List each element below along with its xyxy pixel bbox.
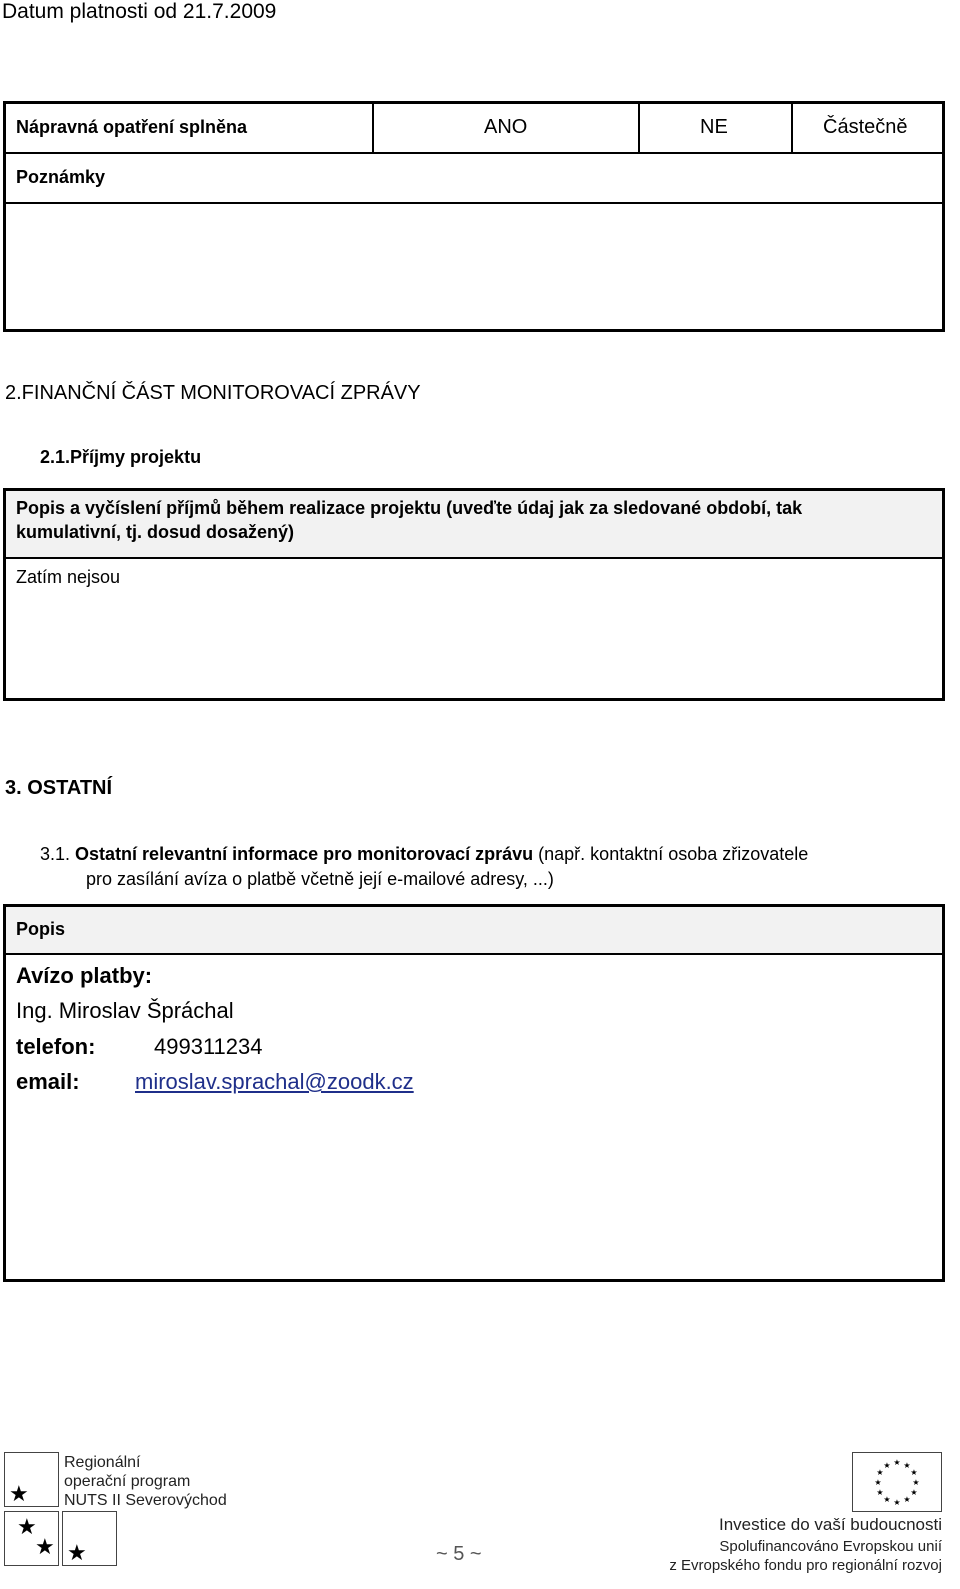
rop-logo-box-bottom-left [4, 1511, 59, 1566]
svg-text:★: ★ [883, 1495, 891, 1504]
section3-title: 3. OSTATNÍ [5, 777, 113, 799]
income-box-header-line2: kumulativní, tj. dosud dosažený) [16, 522, 295, 542]
section3-subtitle-bold: Ostatní relevantní informace pro monitorovací zprávu [75, 844, 534, 864]
section3-subtitle-rest: (např. kontaktní osoba zřizovatele [533, 844, 809, 864]
svg-text:★: ★ [912, 1478, 920, 1487]
rop-logo-box-bottom-right [62, 1511, 117, 1566]
page-header-date: Datum platnosti od 21.7.2009 [2, 0, 277, 23]
option-ne[interactable]: NE [700, 116, 728, 138]
svg-text:★: ★ [893, 1458, 901, 1467]
option-castecne[interactable]: Částečně [823, 116, 908, 138]
section2-subtitle: 2.1.Příjmy projektu [40, 447, 202, 467]
star-icon: ★ [35, 1534, 55, 1559]
remedy-col-divider-1 [372, 101, 374, 153]
section3-subtitle-line2: pro zasílání avíza o platbě včetně její e-mailové adresy, ...) [86, 869, 554, 889]
star-icon: ★ [67, 1540, 87, 1565]
rop-logo-box-top [4, 1452, 59, 1507]
svg-text:★: ★ [910, 1488, 918, 1497]
email-link[interactable]: miroslav.sprachal@zoodk.cz [135, 1069, 414, 1094]
income-box-value[interactable]: Zatím nejsou [16, 567, 121, 587]
notes-row-divider [3, 202, 945, 204]
income-box-divider [3, 557, 945, 559]
email-label: email: [16, 1069, 80, 1094]
rop-logo-text-1: Regionální [64, 1454, 141, 1471]
remedy-label: Nápravná opatření splněna [16, 117, 248, 137]
phone-label: telefon: [16, 1034, 96, 1059]
star-icon: ★ [17, 1514, 37, 1539]
remedy-row-divider [3, 152, 945, 154]
eu-stars-icon [853, 1453, 941, 1511]
svg-text:★: ★ [903, 1495, 911, 1504]
other-info-divider [3, 953, 945, 955]
footer-right-line2: Spolufinancováno Evropskou unií [719, 1538, 942, 1555]
option-ano[interactable]: ANO [484, 116, 528, 138]
income-box-header-line1: Popis a vyčíslení příjmů během realizace projektu (uveďte údaj jak za sledované období, tak [16, 498, 803, 518]
svg-text:★: ★ [874, 1478, 882, 1487]
svg-text:★: ★ [876, 1468, 884, 1477]
svg-text:★: ★ [876, 1488, 884, 1497]
phone-value: 499311234 [154, 1034, 263, 1059]
remedy-col-divider-2 [638, 101, 640, 153]
svg-text:★: ★ [883, 1461, 891, 1470]
svg-text:★: ★ [910, 1468, 918, 1477]
notes-label: Poznámky [16, 167, 106, 187]
footer-right-line1: Investice do vaší budoucnosti [718, 1515, 942, 1534]
rop-logo-text-2: operační program [64, 1473, 191, 1490]
other-info-header-bg [6, 907, 942, 953]
eu-flag-icon [852, 1452, 942, 1512]
footer-right-line3: z Evropského fondu pro regionální rozvoj [669, 1557, 942, 1574]
rop-logo-text-3: NUTS II Severovýchod [64, 1492, 227, 1509]
star-icon: ★ [9, 1481, 29, 1506]
remedy-col-divider-3 [791, 101, 793, 153]
section3-subtitle-line1 [40, 844, 808, 865]
contact-name: Ing. Miroslav Špráchal [16, 998, 234, 1023]
avizo-label: Avízo platby: [16, 963, 153, 988]
svg-text:★: ★ [893, 1498, 901, 1507]
other-info-header: Popis [16, 919, 66, 939]
page-number: ~ 5 ~ [436, 1543, 482, 1565]
notes-field[interactable] [6, 205, 942, 329]
section2-title: 2.FINANČNÍ ČÁST MONITOROVACÍ ZPRÁVY [5, 382, 421, 404]
svg-text:★: ★ [903, 1461, 911, 1470]
section3-subtitle-num: 3.1. [40, 844, 71, 864]
